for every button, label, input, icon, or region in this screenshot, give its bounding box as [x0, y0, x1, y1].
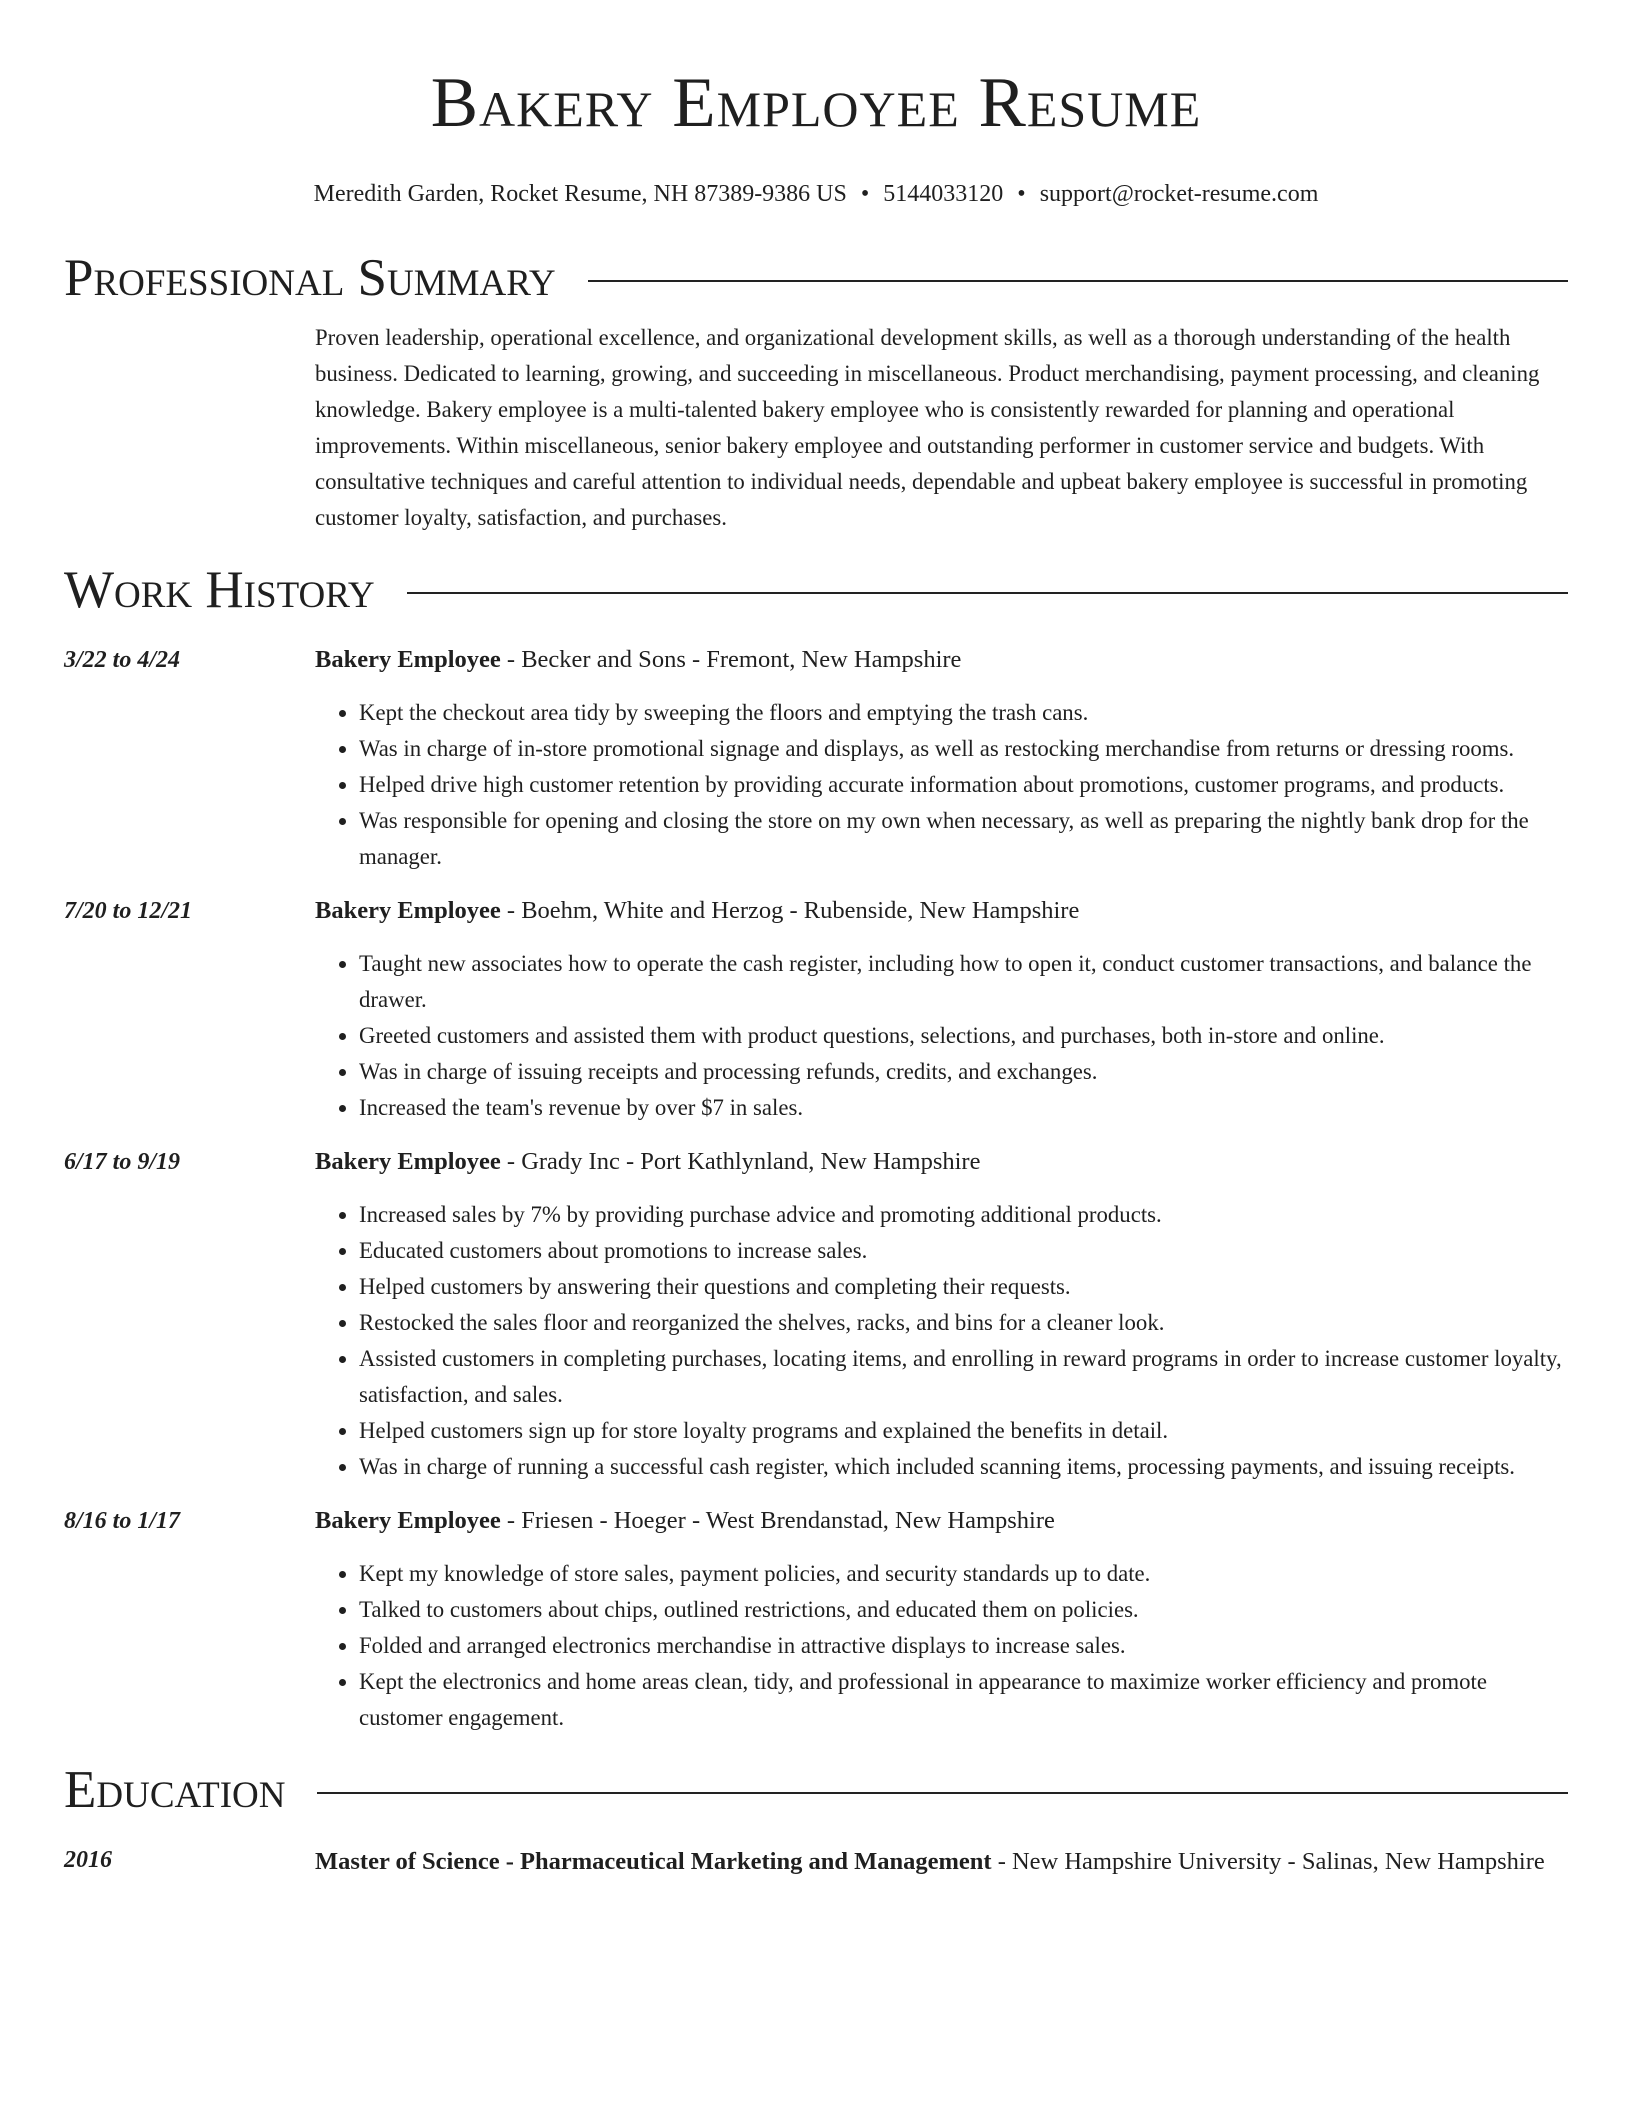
education-section-header — [64, 1760, 1568, 1820]
job-bullet: • Was in charge of in-store promotional signage and displays, as well as restocking merchandise from returns or dressing rooms. — [359, 731, 1568, 767]
job-bullets — [315, 1197, 1568, 1485]
job-bullet: • Helped customers sign up for store loyalty programs and explained the benefits in detail. — [359, 1413, 1568, 1449]
contact-address: Meredith Garden, Rocket Resume, NH 87389-9386 US — [313, 181, 847, 207]
contact-separator: • — [1017, 181, 1026, 207]
job-bullets — [315, 1556, 1568, 1736]
job-bullet: • Assisted customers in completing purchases, locating items, and enrolling in reward programs in order to increase customer loyalty, satisfaction, and sales. — [359, 1341, 1568, 1413]
education-heading: Education — [64, 1761, 286, 1819]
job-bullet: • Kept my knowledge of store sales, payment policies, and security standards up to date. — [359, 1556, 1568, 1592]
work-heading: Work History — [64, 561, 375, 619]
job-heading — [315, 893, 1568, 929]
job-dates: 6/17 to 9/19 — [64, 1149, 181, 1175]
summary-section-header — [64, 248, 1568, 308]
job-bullet: • Kept the electronics and home areas clean, tidy, and professional in appearance to maximize worker efficiency and promote customer engagement. — [359, 1664, 1568, 1736]
section-divider — [588, 280, 1568, 282]
job-bullet: • Was in charge of issuing receipts and processing refunds, credits, and exchanges. — [359, 1054, 1568, 1090]
summary-text: Proven leadership, operational excellence, and organizational development skills, as well as a thorough understanding of the health business. Dedicated to learning, growing, and succeeding in miscellaneous. Product merchandising, payment processing, and cleaning knowledge. Bakery employee is a multi-talented bakery employee who is consistently rewarded for planning and operational improvements. Within miscellaneous, senior bakery employee and outstanding performer in customer service and budgets. With consultative techniques and careful attention to individual needs, dependable and upbeat bakery employee is successful in promoting customer loyalty, satisfaction, and purchases. — [315, 325, 1540, 530]
job-bullets — [315, 695, 1568, 875]
job-title: Bakery Employee — [315, 897, 501, 924]
job-bullet: • Kept the checkout area tidy by sweeping the floors and emptying the trash cans. — [359, 695, 1568, 731]
job-bullet: • Helped drive high customer retention by providing accurate information about promotions, customer programs, and products. — [359, 767, 1568, 803]
contact-line — [64, 176, 1568, 212]
section-divider — [407, 592, 1568, 594]
job-bullet: • Educated customers about promotions to increase sales. — [359, 1233, 1568, 1269]
job-heading — [315, 1503, 1568, 1539]
job-heading — [315, 1144, 1568, 1180]
job-details: - Grady Inc - Port Kathlynland, New Hampshire — [500, 1148, 981, 1175]
job-heading — [315, 642, 1568, 678]
job-dates: 7/20 to 12/21 — [64, 898, 193, 924]
contact-separator: • — [860, 181, 870, 207]
work-section-header — [64, 560, 1568, 620]
job-dates: 3/22 to 4/24 — [64, 647, 181, 673]
job-bullet: • Helped customers by answering their questions and completing their requests. — [359, 1269, 1568, 1305]
job-bullet: • Increased the team's revenue by over $7 in sales. — [359, 1090, 1568, 1126]
job-dates: 8/16 to 1/17 — [64, 1508, 181, 1534]
job-bullet: • Was in charge of running a successful cash register, which included scanning items, processing payments, and issuing receipts. — [359, 1449, 1568, 1485]
resume-title: Bakery Employee Resume — [430, 64, 1202, 142]
contact-email: support@rocket-resume.com — [1039, 181, 1319, 207]
contact-phone: 5144033120 — [883, 181, 1004, 207]
education-details: - New Hampshire University - Salinas, New Hampshire — [991, 1848, 1545, 1875]
education-year: 2016 — [64, 1847, 112, 1873]
education-body — [315, 1842, 1568, 1882]
job-entry — [64, 642, 1568, 875]
summary-heading: Professional Summary — [64, 249, 556, 307]
job-entry — [64, 893, 1568, 1126]
job-bullets — [315, 946, 1568, 1126]
job-title: Bakery Employee — [315, 1148, 501, 1175]
job-bullet: • Greeted customers and assisted them with product questions, selections, and purchases, both in-store and online. — [359, 1018, 1568, 1054]
job-bullet: • Talked to customers about chips, outlined restrictions, and educated them on policies. — [359, 1592, 1568, 1628]
job-title: Bakery Employee — [315, 1507, 501, 1534]
job-details: - Becker and Sons - Fremont, New Hampshire — [500, 646, 962, 673]
job-bullet: • Folded and arranged electronics merchandise in attractive displays to increase sales. — [359, 1628, 1568, 1664]
job-bullet: • Increased sales by 7% by providing purchase advice and promoting additional products. — [359, 1197, 1568, 1233]
job-title: Bakery Employee — [315, 646, 501, 673]
education-degree: Master of Science - Pharmaceutical Marketing and Management — [315, 1848, 992, 1875]
job-bullet: • Was responsible for opening and closing the store on my own when necessary, as well as preparing the nightly bank drop for the manager. — [359, 803, 1568, 875]
job-entry — [64, 1503, 1568, 1736]
section-divider — [317, 1792, 1568, 1794]
education-entry — [64, 1842, 1568, 1882]
job-bullet: • Taught new associates how to operate the cash register, including how to open it, conduct customer transactions, and balance the drawer. — [359, 946, 1568, 1018]
job-details: - Friesen - Hoeger - West Brendanstad, New Hampshire — [500, 1507, 1055, 1534]
job-details: - Boehm, White and Herzog - Rubenside, New Hampshire — [500, 897, 1080, 924]
job-bullet: • Restocked the sales floor and reorganized the shelves, racks, and bins for a cleaner look. — [359, 1305, 1568, 1341]
job-entry — [64, 1144, 1568, 1485]
